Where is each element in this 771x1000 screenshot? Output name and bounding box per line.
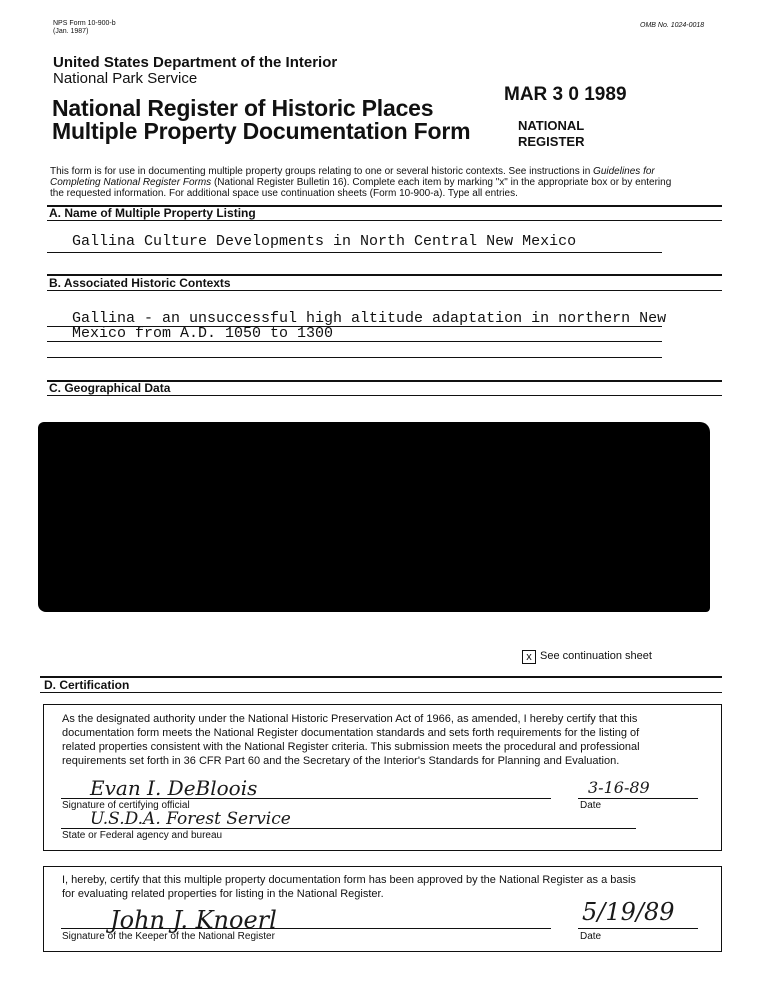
section-d-top-rule: [40, 676, 722, 678]
continuation-sheet-label: See continuation sheet: [540, 650, 652, 662]
keeper-date-line: [578, 928, 698, 929]
certification-line3: related properties consistent with the National Register criteria. This submission meets the procedural and professional: [62, 741, 640, 753]
section-b-heading-rule: [47, 290, 722, 291]
date-label: Date: [580, 800, 602, 811]
instructions-guidelines: Guidelines for: [593, 166, 655, 177]
instructions-line3: the requested information. For additional space use continuation sheets (Form 10-900-a). Type all entries.: [50, 188, 518, 199]
signature-line: [61, 798, 551, 799]
section-d-heading: D. Certification: [44, 678, 130, 692]
signature-label: Signature of certifying official: [62, 800, 190, 811]
section-a-heading: A. Name of Multiple Property Listing: [49, 206, 256, 220]
section-a-heading-rule: [47, 220, 722, 221]
keeper-signature-label: Signature of the Keeper of the National Register: [62, 931, 275, 942]
form-number: NPS Form 10-900-b: [53, 20, 116, 27]
department-name: United States Department of the Interior: [53, 54, 338, 71]
multiple-property-name: Gallina Culture Developments in North Central New Mexico: [72, 233, 577, 250]
certification-line4: requirements set forth in 36 CFR Part 60 and the Secretary of the Interior's Standards for Planning and Evaluation.: [62, 755, 620, 767]
section-d-heading-rule: [40, 692, 722, 693]
redacted-geographical-data: [38, 422, 710, 612]
form-date: (Jan. 1987): [53, 28, 89, 35]
certification-line1: As the designated authority under the National Historic Preservation Act of 1966, as amended, I hereby certify that this: [62, 713, 638, 725]
agency-label: State or Federal agency and bureau: [62, 830, 223, 841]
keeper-statement: [62, 873, 712, 901]
section-b-entry-line3: [47, 357, 662, 358]
continuation-checkbox[interactable]: x: [522, 650, 536, 664]
service-name: National Park Service: [53, 70, 198, 87]
section-b-entry-line2: [47, 341, 662, 342]
historic-context-line1: Gallina - an unsuccessful high altitude adaptation in northern New: [72, 310, 667, 327]
certifying-signature: Evan I. DeBloois: [90, 776, 258, 800]
keeper-line1: I, hereby, certify that this multiple property documentation form has been approved by the National Register as a basis: [62, 874, 636, 886]
keeper-signature-line: [61, 928, 551, 929]
stamp-national: NATIONAL: [518, 118, 585, 133]
date-line: [578, 798, 698, 799]
instructions: [50, 166, 730, 199]
instructions-line2: (National Register Bulletin 16). Complete each item by marking "x" in the appropriate box or by entering: [211, 177, 672, 188]
certification-statement: [62, 712, 712, 768]
agency-line: [61, 828, 636, 829]
section-b-heading: B. Associated Historic Contexts: [49, 276, 231, 290]
section-c-heading-rule: [47, 395, 722, 396]
form-title-line1: National Register of Historic Places: [52, 95, 434, 121]
keeper-date: 5/19/89: [582, 898, 675, 926]
historic-context-line2: Mexico from A.D. 1050 to 1300: [72, 325, 334, 342]
section-a-entry-line: [47, 252, 662, 253]
omb-number: OMB No. 1024-0018: [640, 22, 705, 29]
instructions-bulletin-title: Completing National Register Forms: [50, 177, 212, 188]
section-c-heading: C. Geographical Data: [49, 381, 171, 395]
received-stamp-date: MAR 3 0 1989: [504, 84, 627, 105]
form-title-line2: Multiple Property Documentation Form: [52, 118, 471, 144]
certification-line2: documentation form meets the National Register documentation standards and sets forth requirements for the listing of: [62, 727, 640, 739]
certification-date: 3-16-89: [588, 778, 650, 797]
agency-value: U.S.D.A. Forest Service: [90, 809, 291, 829]
keeper-date-label: Date: [580, 931, 602, 942]
stamp-register: REGISTER: [518, 134, 585, 149]
instructions-line1: This form is for use in documenting multiple property groups relating to one or several historic contexts. See instructions in: [50, 166, 594, 177]
keeper-line2: for evaluating related properties for listing in the National Register.: [62, 888, 384, 900]
keeper-signature: John J. Knoerl: [110, 906, 277, 934]
